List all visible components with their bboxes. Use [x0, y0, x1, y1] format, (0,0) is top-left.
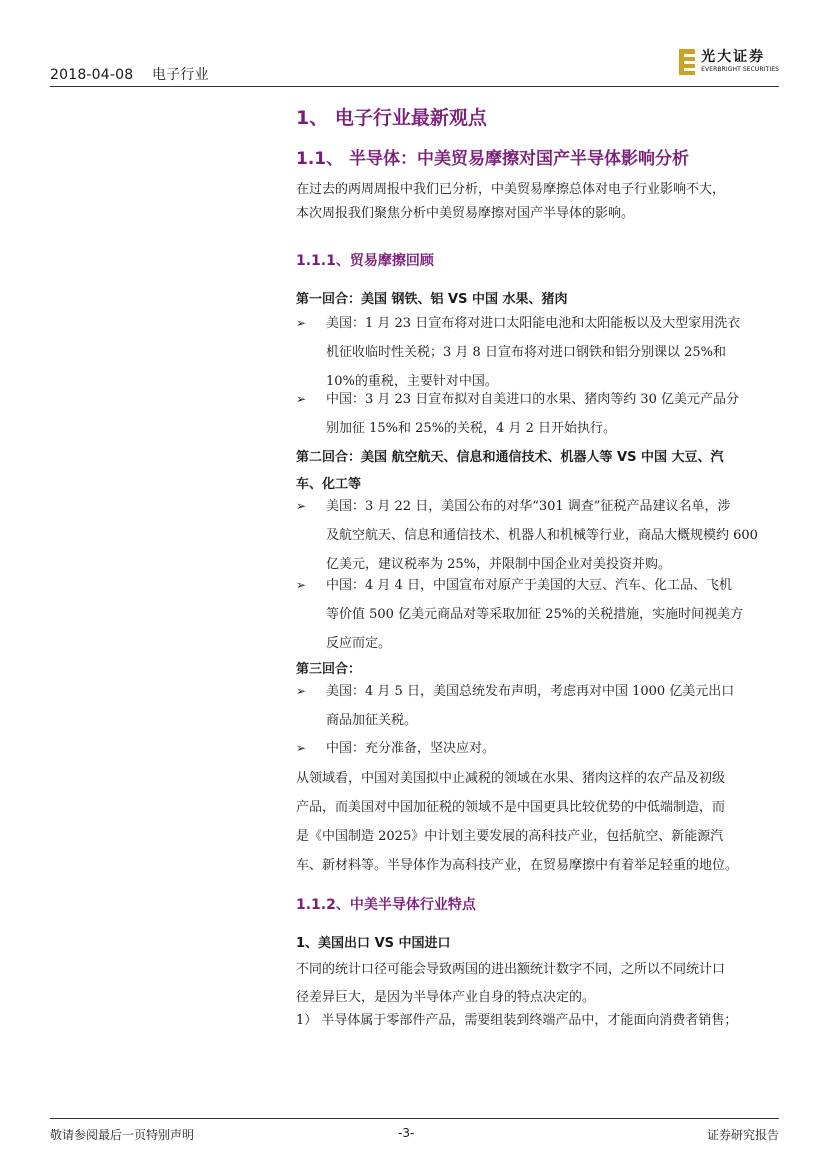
bullet-line: 反应而定。: [326, 636, 392, 651]
bullet-line: 美国：4 月 5 日，美国总统发布声明，考虑再对中国 1000 亿美元出口: [326, 684, 735, 699]
section2-line: 径差异巨大，是因为半导体产业自身的特点决定的。: [296, 990, 596, 1005]
bullet-item: [296, 309, 778, 396]
intro-paragraph: [296, 178, 778, 226]
header-divider: [50, 86, 779, 87]
bullet-item: [296, 385, 778, 443]
company-logo: [679, 49, 779, 75]
arrow-bullet-icon: ➢: [296, 499, 307, 513]
logo-english-name: EVERBRIGHT SECURITIES: [701, 66, 779, 73]
page-number: -3-: [398, 1126, 415, 1140]
round2-title: [296, 444, 724, 498]
summary-line: 产品，而美国对中国加征税的领域不是中国更具比较优势的中低端制造，而: [296, 800, 726, 815]
industry-label: 电子行业: [151, 67, 209, 83]
footer-report-type: 证券研究报告: [706, 1128, 779, 1142]
bullet-line: 机征收临时性关税；3 月 8 日宣布将对进口钢铁和铝分别课以 25%和: [326, 345, 726, 360]
bullet-line: 10%的重税，主要针对中国。: [326, 374, 498, 389]
summary-line: 从领域看，中国对美国拟中止减税的领域在水果、猪肉这样的农产品及初级: [296, 771, 726, 786]
round3-title: 第三回合：: [296, 662, 362, 677]
bullet-line: 美国：1 月 23 日宣布将对进口太阳能电池和太阳能板以及大型家用洗衣: [326, 316, 741, 331]
section2-paragraph: [296, 956, 778, 1012]
section2-line: 不同的统计口径可能会导致两国的进出额统计数字不同，之所以不同统计口: [296, 962, 726, 977]
bullet-line: 美国：3 月 22 日，美国公布的对华“301 调查”征税产品建议名单，涉: [326, 499, 731, 514]
everbright-logo-icon: [679, 49, 695, 75]
bullet-item: [296, 492, 778, 579]
section-heading-1: 1、 电子行业最新观点: [296, 107, 487, 129]
intro-line: 在过去的两周周报中我们已分析，中美贸易摩擦总体对电子行业影响不大，: [296, 182, 726, 197]
bullet-line: 别加征 15%和 25%的关税，4 月 2 日开始执行。: [326, 421, 616, 436]
section-heading-1-1: 1.1、 半导体：中美贸易摩擦对国产半导体影响分析: [296, 149, 690, 169]
summary-paragraph: [296, 764, 778, 880]
bullet-line: 中国：充分准备，坚决应对。: [326, 741, 496, 756]
footer-disclaimer: 敬请参阅最后一页特别声明: [50, 1128, 195, 1142]
logo-chinese-name: 光大证券: [701, 49, 766, 65]
round2-title-line: 车、化工等: [296, 477, 362, 492]
bullet-line: 及航空航天、信息和通信技术、机器人和机械等行业，商品大概规模约 600: [326, 528, 758, 543]
report-date: 2018-04-08: [50, 67, 134, 83]
bullet-item: [296, 677, 778, 735]
numbered-item: [296, 1009, 778, 1033]
bullet-item: [296, 571, 778, 658]
bullet-line: 中国：4 月 4 日，中国宣布对原产于美国的大豆、汽车、化工品、飞机: [326, 578, 732, 593]
arrow-bullet-icon: ➢: [296, 392, 307, 406]
arrow-bullet-icon: ➢: [296, 684, 307, 698]
arrow-bullet-icon: ➢: [296, 578, 307, 592]
bullet-line: 中国：3 月 23 日宣布拟对自美进口的水果、猪肉等约 30 亿美元产品分: [326, 392, 740, 407]
intro-line: 本次周报我们聚焦分析中美贸易摩擦对国产半导体的影响。: [296, 206, 635, 221]
bullet-line: 亿美元，建议税率为 25%，并限制中国企业对美投资并购。: [326, 557, 672, 572]
bullet-item: [296, 734, 778, 763]
section-heading-1-1-2: 1.1.2、中美半导体行业特点: [296, 897, 476, 913]
subsection-title: 1、美国出口 VS 中国进口: [296, 936, 451, 951]
summary-line: 车、新材料等。半导体作为高科技产业，在贸易摩擦中有着举足轻重的地位。: [296, 858, 739, 873]
bullet-line: 等价值 500 亿美元商品对等采取加征 25%的关税措施，实施时间视美方: [326, 607, 744, 622]
arrow-bullet-icon: ➢: [296, 316, 307, 330]
section-heading-1-1-1: 1.1.1、贸易摩擦回顾: [296, 253, 434, 269]
arrow-bullet-icon: ➢: [296, 741, 307, 755]
header-date-industry: [50, 64, 209, 84]
numbered-item-text: 1） 半导体属于零部件产品，需要组装到终端产品中，才能面向消费者销售；: [296, 1013, 738, 1028]
bullet-line: 商品加征关税。: [326, 713, 418, 728]
summary-line: 是《中国制造 2025》中计划主要发展的高科技产业，包括航空、新能源汽: [296, 829, 724, 844]
footer-divider: [50, 1118, 779, 1119]
round1-title: 第一回合：美国 钢铁、铝 VS 中国 水果、猪肉: [296, 292, 568, 307]
round2-title-line: 第二回合：美国 航空航天、信息和通信技术、机器人等 VS 中国 大豆、汽: [296, 450, 724, 465]
